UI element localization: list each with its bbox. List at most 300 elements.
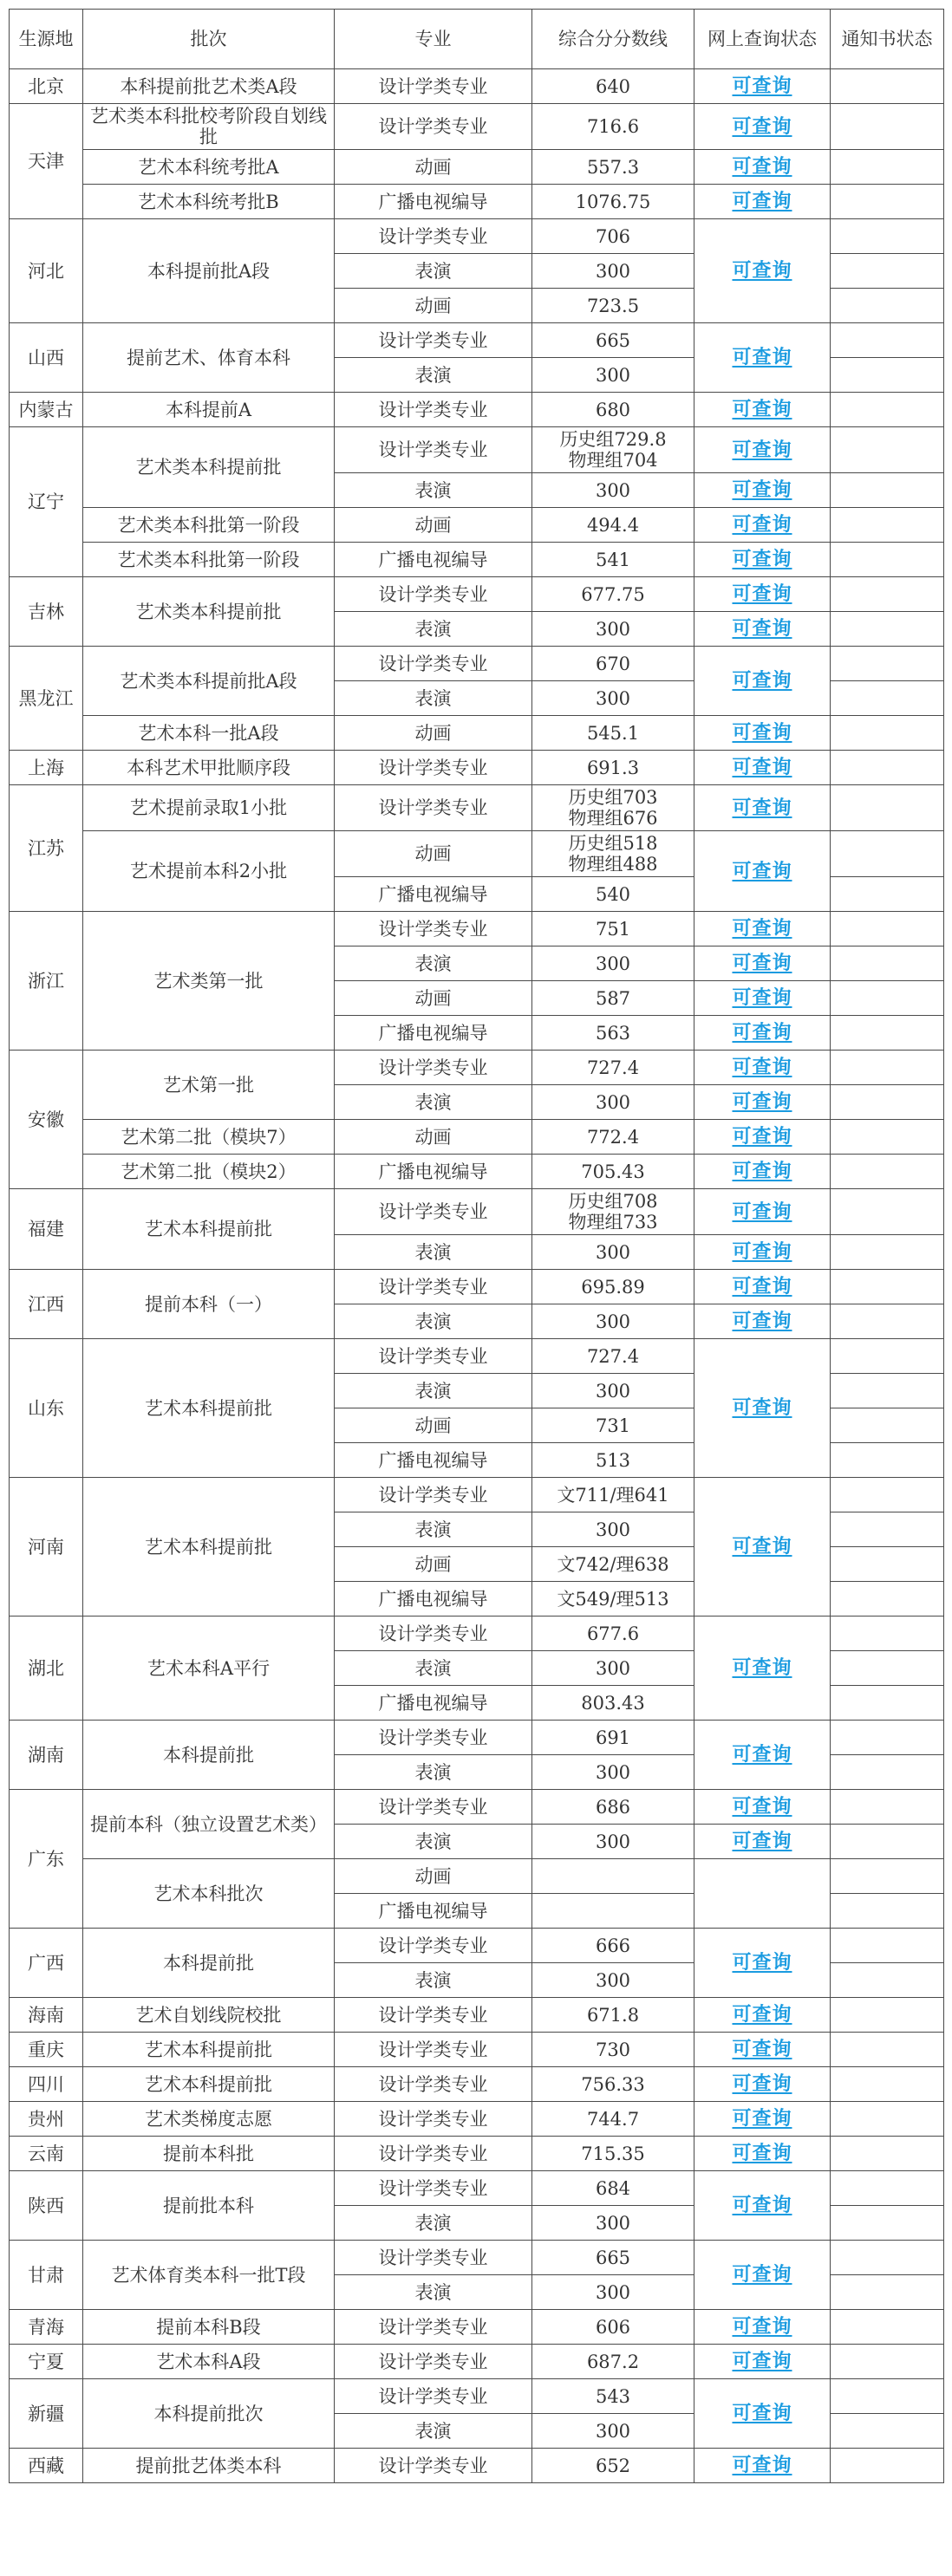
province-cell: 新疆 bbox=[10, 2379, 83, 2449]
province-cell: 上海 bbox=[10, 751, 83, 785]
score-cell: 文742/理638 bbox=[532, 1547, 694, 1582]
batch-cell: 提前本科B段 bbox=[83, 2310, 335, 2345]
province-cell: 河北 bbox=[10, 219, 83, 323]
major-cell: 设计学类专业 bbox=[335, 912, 532, 946]
major-cell: 动画 bbox=[335, 1120, 532, 1155]
province-cell: 河南 bbox=[10, 1478, 83, 1617]
major-cell: 设计学类专业 bbox=[335, 785, 532, 831]
header-score: 综合分分数线 bbox=[532, 10, 694, 69]
major-cell: 设计学类专业 bbox=[335, 1189, 532, 1235]
score-cell bbox=[532, 831, 694, 877]
major-cell: 广播电视编导 bbox=[335, 1582, 532, 1617]
score-cell: 640 bbox=[532, 69, 694, 104]
score-cell: 671.8 bbox=[532, 1998, 694, 2033]
major-cell: 设计学类专业 bbox=[335, 1790, 532, 1825]
province-cell: 安徽 bbox=[10, 1051, 83, 1189]
online-query-cell bbox=[694, 1189, 831, 1235]
major-cell: 表演 bbox=[335, 1651, 532, 1686]
major-cell: 动画 bbox=[335, 289, 532, 323]
batch-cell: 艺术提前本科2小批 bbox=[83, 831, 335, 912]
province-cell: 重庆 bbox=[10, 2033, 83, 2067]
query-link[interactable]: 可查询 bbox=[732, 1022, 792, 1044]
province-cell: 吉林 bbox=[10, 577, 83, 647]
notice-status-cell bbox=[831, 831, 944, 877]
batch-cell: 艺术本科提前批 bbox=[83, 1478, 335, 1617]
batch-cell: 提前批本科 bbox=[83, 2171, 335, 2241]
notice-status-cell bbox=[831, 1478, 944, 1512]
query-link[interactable]: 可查询 bbox=[732, 1241, 792, 1263]
score-cell bbox=[532, 1894, 694, 1929]
notice-status-cell bbox=[831, 543, 944, 577]
online-query-cell bbox=[694, 1929, 831, 1998]
major-cell: 设计学类专业 bbox=[335, 1051, 532, 1085]
table-row bbox=[10, 69, 944, 104]
score-cell: 686 bbox=[532, 1790, 694, 1825]
batch-cell: 艺术类第一批 bbox=[83, 912, 335, 1051]
query-link[interactable]: 可查询 bbox=[732, 860, 792, 882]
major-cell: 设计学类专业 bbox=[335, 1721, 532, 1755]
query-link[interactable]: 可查询 bbox=[732, 953, 792, 974]
online-query-cell bbox=[694, 508, 831, 543]
notice-status-cell bbox=[831, 2067, 944, 2102]
table-header bbox=[10, 10, 944, 69]
score-cell: 300 bbox=[532, 1304, 694, 1339]
table-row bbox=[10, 1790, 944, 1825]
notice-status-cell bbox=[831, 1304, 944, 1339]
table-row bbox=[10, 2449, 944, 2483]
batch-cell: 本科提前批艺术类A段 bbox=[83, 69, 335, 104]
query-link[interactable]: 可查询 bbox=[732, 1161, 792, 1182]
online-query-cell bbox=[694, 1617, 831, 1721]
major-cell: 广播电视编导 bbox=[335, 1155, 532, 1189]
table-row bbox=[10, 2241, 944, 2275]
table-row bbox=[10, 1478, 944, 1512]
score-cell: 300 bbox=[532, 1963, 694, 1998]
major-cell: 设计学类专业 bbox=[335, 577, 532, 612]
query-link[interactable]: 可查询 bbox=[732, 2073, 792, 2095]
batch-cell: 本科提前批A段 bbox=[83, 219, 335, 323]
province-cell: 西藏 bbox=[10, 2449, 83, 2483]
query-link[interactable]: 可查询 bbox=[732, 2004, 792, 2026]
online-query-cell bbox=[694, 831, 831, 912]
batch-cell: 艺术第二批（模块2） bbox=[83, 1155, 335, 1189]
query-link[interactable]: 可查询 bbox=[732, 1276, 792, 1298]
notice-status-cell bbox=[831, 1617, 944, 1651]
major-cell: 设计学类专业 bbox=[335, 2345, 532, 2379]
score-cell: 705.43 bbox=[532, 1155, 694, 1189]
major-cell: 动画 bbox=[335, 508, 532, 543]
score-cell: 300 bbox=[532, 2414, 694, 2449]
major-cell: 设计学类专业 bbox=[335, 2137, 532, 2171]
major-cell: 设计学类专业 bbox=[335, 2102, 532, 2137]
province-cell: 湖南 bbox=[10, 1721, 83, 1790]
online-query-cell bbox=[694, 2379, 831, 2449]
online-query-cell bbox=[694, 2067, 831, 2102]
notice-status-cell bbox=[831, 323, 944, 358]
notice-status-cell bbox=[831, 577, 944, 612]
score-cell: 677.6 bbox=[532, 1617, 694, 1651]
score-cell: 606 bbox=[532, 2310, 694, 2345]
query-link[interactable]: 可查询 bbox=[732, 1200, 792, 1223]
notice-status-cell bbox=[831, 508, 944, 543]
online-query-cell bbox=[694, 2449, 831, 2483]
major-cell: 表演 bbox=[335, 1304, 532, 1339]
major-cell: 表演 bbox=[335, 1825, 532, 1859]
query-link[interactable]: 可查询 bbox=[732, 2143, 792, 2164]
batch-cell: 艺术本科提前批 bbox=[83, 2067, 335, 2102]
score-cell: 691.3 bbox=[532, 751, 694, 785]
province-cell: 北京 bbox=[10, 69, 83, 104]
batch-cell: 艺术类本科批第一阶段 bbox=[83, 508, 335, 543]
score-cell: 563 bbox=[532, 1016, 694, 1051]
online-query-cell bbox=[694, 647, 831, 716]
major-cell: 动画 bbox=[335, 1859, 532, 1894]
major-cell: 设计学类专业 bbox=[335, 2379, 532, 2414]
query-link[interactable]: 可查询 bbox=[732, 670, 792, 692]
major-cell: 设计学类专业 bbox=[335, 427, 532, 473]
online-query-cell bbox=[694, 1339, 831, 1478]
query-link[interactable]: 可查询 bbox=[732, 2316, 792, 2338]
score-cell: 545.1 bbox=[532, 716, 694, 751]
province-cell: 湖北 bbox=[10, 1617, 83, 1721]
query-link[interactable]: 可查询 bbox=[732, 514, 792, 536]
online-query-cell bbox=[694, 1016, 831, 1051]
notice-status-cell bbox=[831, 1085, 944, 1120]
header-notice-status: 通知书状态 bbox=[831, 10, 944, 69]
score-cell: 300 bbox=[532, 681, 694, 716]
notice-status-cell bbox=[831, 1859, 944, 1894]
major-cell: 设计学类专业 bbox=[335, 1478, 532, 1512]
query-link[interactable]: 可查询 bbox=[732, 439, 792, 461]
query-link[interactable]: 可查询 bbox=[732, 2108, 792, 2130]
notice-status-cell bbox=[831, 877, 944, 912]
header-online-query: 网上查询状态 bbox=[694, 10, 831, 69]
batch-cell: 本科提前批 bbox=[83, 1721, 335, 1790]
score-cell: 727.4 bbox=[532, 1051, 694, 1085]
query-link[interactable]: 可查询 bbox=[732, 2039, 792, 2060]
batch-cell: 艺术本科提前批 bbox=[83, 1339, 335, 1478]
table-row bbox=[10, 751, 944, 785]
online-query-cell bbox=[694, 2310, 831, 2345]
major-cell: 表演 bbox=[335, 946, 532, 981]
score-cell: 文711/理641 bbox=[532, 1478, 694, 1512]
score-cell: 677.75 bbox=[532, 577, 694, 612]
major-cell: 设计学类专业 bbox=[335, 69, 532, 104]
online-query-cell bbox=[694, 1235, 831, 1270]
query-link[interactable]: 可查询 bbox=[732, 797, 792, 819]
notice-status-cell bbox=[831, 1721, 944, 1755]
notice-status-cell bbox=[831, 785, 944, 831]
query-link[interactable]: 可查询 bbox=[732, 618, 792, 640]
query-link[interactable]: 可查询 bbox=[732, 1311, 792, 1332]
online-query-cell bbox=[694, 1051, 831, 1085]
province-cell: 江西 bbox=[10, 1270, 83, 1339]
table-row bbox=[10, 912, 944, 946]
notice-status-cell bbox=[831, 2206, 944, 2241]
score-cell: 300 bbox=[532, 1374, 694, 1408]
query-link[interactable]: 可查询 bbox=[732, 1831, 792, 1852]
online-query-cell bbox=[694, 1270, 831, 1304]
notice-status-cell bbox=[831, 2275, 944, 2310]
online-query-cell bbox=[694, 1721, 831, 1790]
table-row bbox=[10, 1721, 944, 1755]
notice-status-cell bbox=[831, 981, 944, 1016]
online-query-cell bbox=[694, 785, 831, 831]
score-cell: 541 bbox=[532, 543, 694, 577]
notice-status-cell bbox=[831, 150, 944, 185]
online-query-cell bbox=[694, 1859, 831, 1929]
query-link[interactable]: 可查询 bbox=[732, 1796, 792, 1818]
notice-status-cell bbox=[831, 1998, 944, 2033]
major-cell: 表演 bbox=[335, 1085, 532, 1120]
table-row bbox=[10, 1051, 944, 1085]
online-query-cell bbox=[694, 150, 831, 185]
batch-cell: 艺术本科批次 bbox=[83, 1859, 335, 1929]
header-province: 生源地 bbox=[10, 10, 83, 69]
score-cell: 652 bbox=[532, 2449, 694, 2483]
notice-status-cell bbox=[831, 1790, 944, 1825]
header-batch: 批次 bbox=[83, 10, 335, 69]
batch-cell: 提前本科批 bbox=[83, 2137, 335, 2171]
notice-status-cell bbox=[831, 427, 944, 473]
query-link[interactable]: 可查询 bbox=[732, 156, 792, 178]
score-cell bbox=[532, 785, 694, 831]
query-link[interactable]: 可查询 bbox=[732, 191, 792, 212]
score-cell: 695.89 bbox=[532, 1270, 694, 1304]
online-query-cell bbox=[694, 219, 831, 323]
notice-status-cell bbox=[831, 1235, 944, 1270]
major-cell: 设计学类专业 bbox=[335, 1339, 532, 1374]
batch-cell: 艺术第一批 bbox=[83, 1051, 335, 1120]
online-query-cell bbox=[694, 473, 831, 508]
query-link[interactable]: 可查询 bbox=[732, 1657, 792, 1679]
query-link[interactable]: 可查询 bbox=[732, 1744, 792, 1766]
table-row bbox=[10, 716, 944, 751]
batch-cell: 艺术类本科提前批 bbox=[83, 577, 335, 647]
major-cell: 表演 bbox=[335, 358, 532, 393]
query-link[interactable]: 可查询 bbox=[732, 1091, 792, 1113]
query-link[interactable]: 可查询 bbox=[732, 1952, 792, 1974]
online-query-cell bbox=[694, 2171, 831, 2241]
province-cell: 福建 bbox=[10, 1189, 83, 1270]
query-link[interactable]: 可查询 bbox=[732, 987, 792, 1009]
notice-status-cell bbox=[831, 2241, 944, 2275]
batch-cell: 艺术自划线院校批 bbox=[83, 1998, 335, 2033]
online-query-cell bbox=[694, 185, 831, 219]
batch-cell: 艺术类梯度志愿 bbox=[83, 2102, 335, 2137]
score-line: 历史组708 bbox=[568, 1191, 658, 1212]
table-row bbox=[10, 1339, 944, 1374]
table-row bbox=[10, 1859, 944, 1894]
batch-cell: 艺术类本科批第一阶段 bbox=[83, 543, 335, 577]
query-link[interactable]: 可查询 bbox=[732, 1536, 792, 1558]
score-cell: 300 bbox=[532, 1235, 694, 1270]
notice-status-cell bbox=[831, 254, 944, 289]
score-cell: 772.4 bbox=[532, 1120, 694, 1155]
notice-status-cell bbox=[831, 1120, 944, 1155]
table-row bbox=[10, 323, 944, 358]
score-cell: 494.4 bbox=[532, 508, 694, 543]
notice-status-cell bbox=[831, 2171, 944, 2206]
query-link[interactable]: 可查询 bbox=[732, 757, 792, 778]
table-row bbox=[10, 1617, 944, 1651]
province-cell: 海南 bbox=[10, 1998, 83, 2033]
notice-status-cell bbox=[831, 2137, 944, 2171]
major-cell: 表演 bbox=[335, 1374, 532, 1408]
score-cell: 543 bbox=[532, 2379, 694, 2414]
batch-cell: 艺术本科提前批 bbox=[83, 1189, 335, 1270]
score-cell: 300 bbox=[532, 946, 694, 981]
query-link[interactable]: 可查询 bbox=[732, 479, 792, 501]
query-link[interactable]: 可查询 bbox=[732, 918, 792, 940]
query-link[interactable]: 可查询 bbox=[732, 260, 792, 282]
query-link[interactable]: 可查询 bbox=[732, 549, 792, 570]
query-link[interactable]: 可查询 bbox=[732, 2264, 792, 2286]
major-cell: 设计学类专业 bbox=[335, 1998, 532, 2033]
query-link[interactable]: 可查询 bbox=[732, 2403, 792, 2424]
score-cell: 540 bbox=[532, 877, 694, 912]
batch-cell: 提前本科（独立设置艺术类） bbox=[83, 1790, 335, 1859]
query-link[interactable]: 可查询 bbox=[732, 75, 792, 97]
batch-cell: 艺术第二批（模块7） bbox=[83, 1120, 335, 1155]
notice-status-cell bbox=[831, 393, 944, 427]
province-cell: 陕西 bbox=[10, 2171, 83, 2241]
score-cell: 665 bbox=[532, 323, 694, 358]
score-cell: 300 bbox=[532, 254, 694, 289]
score-cell: 731 bbox=[532, 1408, 694, 1443]
notice-status-cell bbox=[831, 2033, 944, 2067]
province-cell: 云南 bbox=[10, 2137, 83, 2171]
query-link[interactable]: 可查询 bbox=[732, 399, 792, 420]
major-cell: 动画 bbox=[335, 1408, 532, 1443]
major-cell: 广播电视编导 bbox=[335, 877, 532, 912]
notice-status-cell bbox=[831, 104, 944, 150]
score-cell bbox=[532, 427, 694, 473]
major-cell: 表演 bbox=[335, 1963, 532, 1998]
score-cell: 300 bbox=[532, 1755, 694, 1790]
score-line: 历史组703 bbox=[568, 787, 658, 808]
table-row bbox=[10, 1120, 944, 1155]
notice-status-cell bbox=[831, 1686, 944, 1721]
score-cell: 687.2 bbox=[532, 2345, 694, 2379]
score-cell: 680 bbox=[532, 393, 694, 427]
score-cell: 730 bbox=[532, 2033, 694, 2067]
query-link[interactable]: 可查询 bbox=[732, 115, 792, 138]
notice-status-cell bbox=[831, 2414, 944, 2449]
major-cell: 表演 bbox=[335, 681, 532, 716]
major-cell: 表演 bbox=[335, 2206, 532, 2241]
score-cell: 513 bbox=[532, 1443, 694, 1478]
major-cell: 设计学类专业 bbox=[335, 323, 532, 358]
batch-cell: 艺术提前录取1小批 bbox=[83, 785, 335, 831]
online-query-cell bbox=[694, 69, 831, 104]
score-line: 历史组729.8 bbox=[559, 429, 667, 450]
notice-status-cell bbox=[831, 1443, 944, 1478]
batch-cell: 艺术类本科提前批 bbox=[83, 427, 335, 508]
major-cell: 广播电视编导 bbox=[335, 1443, 532, 1478]
score-cell: 665 bbox=[532, 2241, 694, 2275]
batch-cell: 提前艺术、体育本科 bbox=[83, 323, 335, 393]
major-cell: 表演 bbox=[335, 1235, 532, 1270]
score-line: 历史组518 bbox=[568, 833, 658, 854]
notice-status-cell bbox=[831, 1374, 944, 1408]
province-cell: 山西 bbox=[10, 323, 83, 393]
score-cell: 670 bbox=[532, 647, 694, 681]
major-cell: 表演 bbox=[335, 1755, 532, 1790]
online-query-cell bbox=[694, 2241, 831, 2310]
query-link[interactable]: 可查询 bbox=[732, 583, 792, 605]
notice-status-cell bbox=[831, 1582, 944, 1617]
table-row bbox=[10, 2171, 944, 2206]
notice-status-cell bbox=[831, 647, 944, 681]
score-cell: 723.5 bbox=[532, 289, 694, 323]
notice-status-cell bbox=[831, 1189, 944, 1235]
notice-status-cell bbox=[831, 1016, 944, 1051]
query-link[interactable]: 可查询 bbox=[732, 1397, 792, 1419]
score-cell: 803.43 bbox=[532, 1686, 694, 1721]
notice-status-cell bbox=[831, 1547, 944, 1582]
score-cell: 300 bbox=[532, 358, 694, 393]
notice-status-cell bbox=[831, 751, 944, 785]
score-cell: 727.4 bbox=[532, 1339, 694, 1374]
major-cell: 动画 bbox=[335, 831, 532, 877]
province-cell: 辽宁 bbox=[10, 427, 83, 577]
notice-status-cell bbox=[831, 1512, 944, 1547]
notice-status-cell bbox=[831, 473, 944, 508]
online-query-cell bbox=[694, 912, 831, 946]
score-cell: 684 bbox=[532, 2171, 694, 2206]
major-cell: 表演 bbox=[335, 2414, 532, 2449]
table-row bbox=[10, 2379, 944, 2414]
query-link[interactable]: 可查询 bbox=[732, 722, 792, 744]
major-cell: 设计学类专业 bbox=[335, 2171, 532, 2206]
table-row bbox=[10, 1189, 944, 1235]
online-query-cell bbox=[694, 543, 831, 577]
online-query-cell bbox=[694, 2033, 831, 2067]
query-link[interactable]: 可查询 bbox=[732, 347, 792, 368]
notice-status-cell bbox=[831, 2449, 944, 2483]
province-cell: 宁夏 bbox=[10, 2345, 83, 2379]
major-cell: 设计学类专业 bbox=[335, 2449, 532, 2483]
online-query-cell bbox=[694, 2345, 831, 2379]
query-link[interactable]: 可查询 bbox=[732, 1126, 792, 1148]
notice-status-cell bbox=[831, 912, 944, 946]
query-link[interactable]: 可查询 bbox=[732, 2351, 792, 2372]
score-cell: 300 bbox=[532, 2275, 694, 2310]
table-row bbox=[10, 508, 944, 543]
batch-cell: 艺术本科统考批A bbox=[83, 150, 335, 185]
major-cell: 设计学类专业 bbox=[335, 2033, 532, 2067]
major-cell: 设计学类专业 bbox=[335, 1929, 532, 1963]
online-query-cell bbox=[694, 1304, 831, 1339]
score-cell: 文549/理513 bbox=[532, 1582, 694, 1617]
table-row bbox=[10, 647, 944, 681]
batch-cell: 艺术类本科批校考阶段自划线批 bbox=[83, 104, 335, 150]
batch-cell: 艺术本科统考批B bbox=[83, 185, 335, 219]
query-link[interactable]: 可查询 bbox=[732, 2455, 792, 2476]
online-query-cell bbox=[694, 1085, 831, 1120]
batch-cell: 本科提前批次 bbox=[83, 2379, 335, 2449]
online-query-cell bbox=[694, 427, 831, 473]
notice-status-cell bbox=[831, 681, 944, 716]
batch-cell: 提前批艺体类本科 bbox=[83, 2449, 335, 2483]
table-row bbox=[10, 577, 944, 612]
score-line: 物理组676 bbox=[568, 808, 658, 829]
batch-cell: 本科提前批 bbox=[83, 1929, 335, 1998]
query-link[interactable]: 可查询 bbox=[732, 1057, 792, 1078]
query-link[interactable]: 可查询 bbox=[732, 2195, 792, 2216]
online-query-cell bbox=[694, 104, 831, 150]
